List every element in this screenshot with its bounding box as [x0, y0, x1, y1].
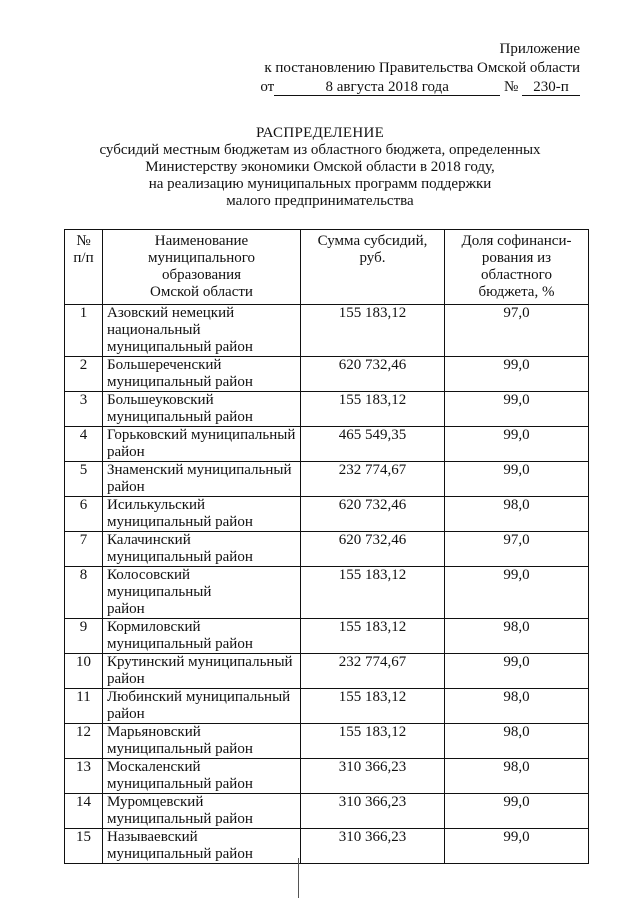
subsidy-table [64, 229, 589, 864]
table-row [65, 497, 589, 532]
municipality-name-line: муниципальный район [107, 549, 253, 565]
municipality-name-line: муниципальный район [107, 776, 253, 792]
municipality-name-line: район [107, 479, 145, 495]
subsidy-amount: 155 183,12 [301, 724, 445, 759]
cofinancing-share: 98,0 [445, 497, 589, 532]
row-number: 3 [65, 392, 103, 427]
row-number: 2 [65, 357, 103, 392]
cofinancing-share: 99,0 [445, 462, 589, 497]
subsidy-amount: 155 183,12 [301, 567, 445, 619]
decree-date: 8 августа 2018 года [274, 79, 500, 96]
municipality-name-line: Большереченский [107, 357, 222, 373]
municipality-name-line: муниципальный район [107, 514, 253, 530]
table-row [65, 689, 589, 724]
municipality-name-line: Горьковский муниципальный [107, 427, 296, 443]
cofinancing-share: 99,0 [445, 427, 589, 462]
row-number: 6 [65, 497, 103, 532]
subsidy-amount: 310 366,23 [301, 794, 445, 829]
row-number: 4 [65, 427, 103, 462]
table-row [65, 829, 589, 864]
table-row [65, 427, 589, 462]
title-line-4: малого предпринимательства [226, 193, 414, 209]
municipality-name-line: Москаленский [107, 759, 201, 775]
header-name: Наименование муниципального образования Омской области [103, 230, 301, 305]
from-label: от [260, 79, 275, 95]
row-number: 1 [65, 305, 103, 357]
municipality-name-line: Исилькульский [107, 497, 206, 513]
subsidy-amount: 155 183,12 [301, 392, 445, 427]
table-row [65, 794, 589, 829]
subsidy-amount: 155 183,12 [301, 305, 445, 357]
table-header-row [65, 230, 589, 305]
municipality-name-line: Муромцевский [107, 794, 204, 810]
row-number: 11 [65, 689, 103, 724]
table-row [65, 462, 589, 497]
table-row [65, 619, 589, 654]
municipality-name [103, 759, 301, 794]
table-row [65, 357, 589, 392]
municipality-name-line: район [107, 444, 145, 460]
municipality-name-line: Называевский [107, 829, 198, 845]
number-label: № [503, 79, 519, 95]
row-number: 8 [65, 567, 103, 619]
municipality-name-line: национальный [107, 322, 201, 338]
binding-mark [298, 858, 299, 898]
cofinancing-share: 99,0 [445, 567, 589, 619]
appendix-date-line [260, 78, 580, 97]
municipality-name-line: муниципальный район [107, 811, 253, 827]
municipality-name [103, 357, 301, 392]
cofinancing-share: 98,0 [445, 724, 589, 759]
appendix-decree-ref: к постановлению Правительства Омской области [264, 60, 580, 76]
municipality-name [103, 794, 301, 829]
municipality-name [103, 829, 301, 864]
municipality-name-line: Кормиловский [107, 619, 201, 635]
appendix-header [260, 40, 580, 97]
appendix-label: Приложение [499, 41, 580, 57]
title-heading: РАСПРЕДЕЛЕНИЕ [255, 125, 385, 141]
header-sum: Сумма субсидий, руб. [301, 230, 445, 305]
municipality-name-line: муниципальный район [107, 846, 253, 862]
cofinancing-share: 99,0 [445, 794, 589, 829]
municipality-name-line: Большеуковский [107, 392, 214, 408]
municipality-name-line: район [107, 601, 145, 617]
municipality-name [103, 619, 301, 654]
municipality-name [103, 532, 301, 567]
table-row [65, 305, 589, 357]
row-number: 9 [65, 619, 103, 654]
municipality-name-line: муниципальный район [107, 339, 253, 355]
subsidy-amount: 155 183,12 [301, 689, 445, 724]
subsidy-amount: 620 732,46 [301, 497, 445, 532]
cofinancing-share: 98,0 [445, 619, 589, 654]
row-number: 10 [65, 654, 103, 689]
table-row [65, 759, 589, 794]
table-row [65, 654, 589, 689]
subsidy-amount: 232 774,67 [301, 654, 445, 689]
subsidy-amount: 310 366,23 [301, 759, 445, 794]
subsidy-amount: 232 774,67 [301, 462, 445, 497]
row-number: 15 [65, 829, 103, 864]
subsidy-amount: 310 366,23 [301, 829, 445, 864]
row-number: 12 [65, 724, 103, 759]
municipality-name [103, 392, 301, 427]
municipality-name [103, 724, 301, 759]
municipality-name-line: Знаменский муниципальный [107, 462, 292, 478]
header-share: Доля софинанси- рования из областного бюджета, % [445, 230, 589, 305]
subsidy-amount: 465 549,35 [301, 427, 445, 462]
decree-number: 230-п [522, 79, 580, 96]
title-line-1: субсидий местным бюджетам из областного бюджета, определенных [99, 142, 541, 158]
cofinancing-share: 97,0 [445, 532, 589, 567]
document-title [0, 125, 640, 210]
municipality-name-line: Крутинский муниципальный [107, 654, 293, 670]
municipality-name [103, 462, 301, 497]
municipality-name [103, 654, 301, 689]
municipality-name-line: муниципальный район [107, 374, 253, 390]
subsidy-amount: 155 183,12 [301, 619, 445, 654]
municipality-name [103, 567, 301, 619]
municipality-name-line: Колосовский муниципальный [107, 567, 212, 600]
row-number: 5 [65, 462, 103, 497]
cofinancing-share: 98,0 [445, 689, 589, 724]
table-row [65, 567, 589, 619]
header-num: № п/п [65, 230, 103, 305]
municipality-name-line: Марьяновский [107, 724, 201, 740]
municipality-name-line: район [107, 671, 145, 687]
cofinancing-share: 99,0 [445, 829, 589, 864]
title-line-2: Министерству экономики Омской области в 2018 году, [145, 159, 495, 175]
title-line-3: на реализацию муниципальных программ поддержки [148, 176, 492, 192]
subsidy-amount: 620 732,46 [301, 532, 445, 567]
municipality-name [103, 497, 301, 532]
table-row [65, 724, 589, 759]
municipality-name [103, 427, 301, 462]
cofinancing-share: 99,0 [445, 654, 589, 689]
municipality-name-line: Азовский немецкий [107, 305, 235, 321]
table-row [65, 532, 589, 567]
row-number: 14 [65, 794, 103, 829]
row-number: 7 [65, 532, 103, 567]
municipality-name [103, 689, 301, 724]
municipality-name [103, 305, 301, 357]
municipality-name-line: Калачинский [107, 532, 191, 548]
row-number: 13 [65, 759, 103, 794]
municipality-name-line: муниципальный район [107, 741, 253, 757]
municipality-name-line: муниципальный район [107, 409, 253, 425]
cofinancing-share: 97,0 [445, 305, 589, 357]
municipality-name-line: район [107, 706, 145, 722]
cofinancing-share: 99,0 [445, 392, 589, 427]
subsidy-amount: 620 732,46 [301, 357, 445, 392]
cofinancing-share: 99,0 [445, 357, 589, 392]
cofinancing-share: 98,0 [445, 759, 589, 794]
municipality-name-line: муниципальный район [107, 636, 253, 652]
municipality-name-line: Любинский муниципальный [107, 689, 291, 705]
table-row [65, 392, 589, 427]
